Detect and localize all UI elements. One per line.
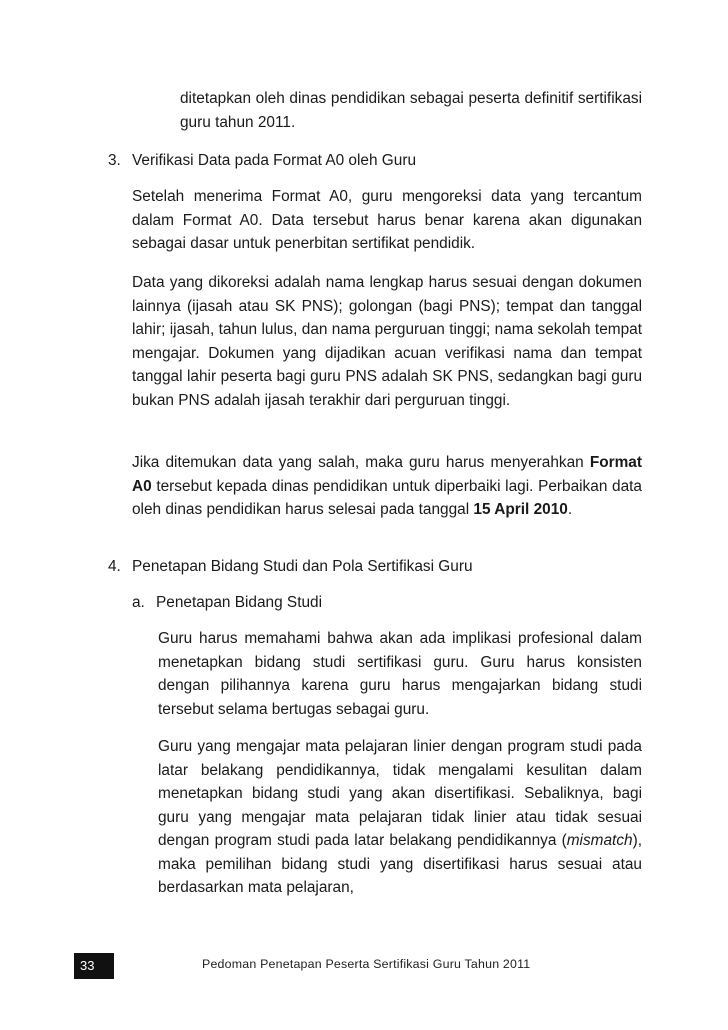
text-run: tersebut kepada dinas pendidikan untuk diperbaiki lagi. Perbaikan data oleh dinas pendidikan harus selesai pada tanggal [132, 477, 642, 518]
bold-deadline-date: 15 April 2010 [473, 501, 568, 518]
footer-title: Pedoman Penetapan Peserta Sertifikasi Guru Tahun 2011 [202, 957, 531, 971]
section-3-heading [108, 149, 642, 173]
text-run: . [567, 501, 573, 518]
section-3-title: Verifikasi Data pada Format A0 oleh Guru [132, 152, 417, 169]
subsection-a-paragraph-1: Guru harus memahami bahwa akan ada implikasi profesional dalam menetapkan bidang studi sertifikasi guru. Guru harus konsisten dengan pilihannya karena guru harus mengajarkan bidang studi tersebut selama bertugas sebagai guru. [158, 630, 642, 718]
text-run: ), maka pemilihan bidang studi yang disertifikasi harus sesuai atau berdasarkan mata pelajaran, [158, 832, 642, 896]
section-4-heading [108, 555, 642, 579]
continuation-paragraph: ditetapkan oleh dinas pendidikan sebagai peserta definitif sertifikasi guru tahun 2011. [180, 90, 642, 131]
section-4-title: Penetapan Bidang Studi dan Pola Sertifikasi Guru [132, 558, 473, 575]
section-3-paragraph-3 [132, 451, 642, 522]
subsection-a-paragraph-2 [158, 735, 642, 900]
subsection-a-letter: a. [132, 594, 145, 611]
italic-mismatch: mismatch [566, 832, 633, 849]
section-4-number: 4. [108, 558, 121, 575]
subsection-a-heading [132, 591, 642, 615]
page-number: 33 [74, 953, 114, 979]
bold-format-a0: Format A0 [132, 454, 642, 495]
subsection-a-title: Penetapan Bidang Studi [156, 594, 323, 611]
text-run: Guru yang mengajar mata pelajaran linier dengan program studi pada latar belakang pendidikannya, tidak mengalami kesulitan dalam menetapkan bidang studi yang akan disertifikasi. Sebaliknya, bagi guru yang mengajar mata pelajaran tidak linier atau tidak sesuai dengan program studi pada latar belakang pendidikannya ( [158, 738, 642, 849]
section-3-paragraph-2: Data yang dikoreksi adalah nama lengkap harus sesuai dengan dokumen lainnya (ijasah atau SK PNS); golongan (bagi PNS); tempat dan tanggal lahir; ijasah, tahun lulus, dan nama perguruan tinggi; nama sekolah tempat mengajar. Dokumen yang dijadikan acuan verifikasi nama dan tempat tanggal lahir peserta bagi guru PNS adalah SK PNS, sedangkan bagi guru bukan PNS adalah ijasah terakhir dari perguruan tinggi. [132, 274, 642, 409]
section-3-number: 3. [108, 152, 121, 169]
text-run: Jika ditemukan data yang salah, maka guru harus menyerahkan [132, 454, 590, 471]
section-3-paragraph-1: Setelah menerima Format A0, guru mengoreksi data yang tercantum dalam Format A0. Data tersebut harus benar karena akan digunakan sebagai dasar untuk penerbitan sertifikat pendidik. [132, 188, 642, 252]
